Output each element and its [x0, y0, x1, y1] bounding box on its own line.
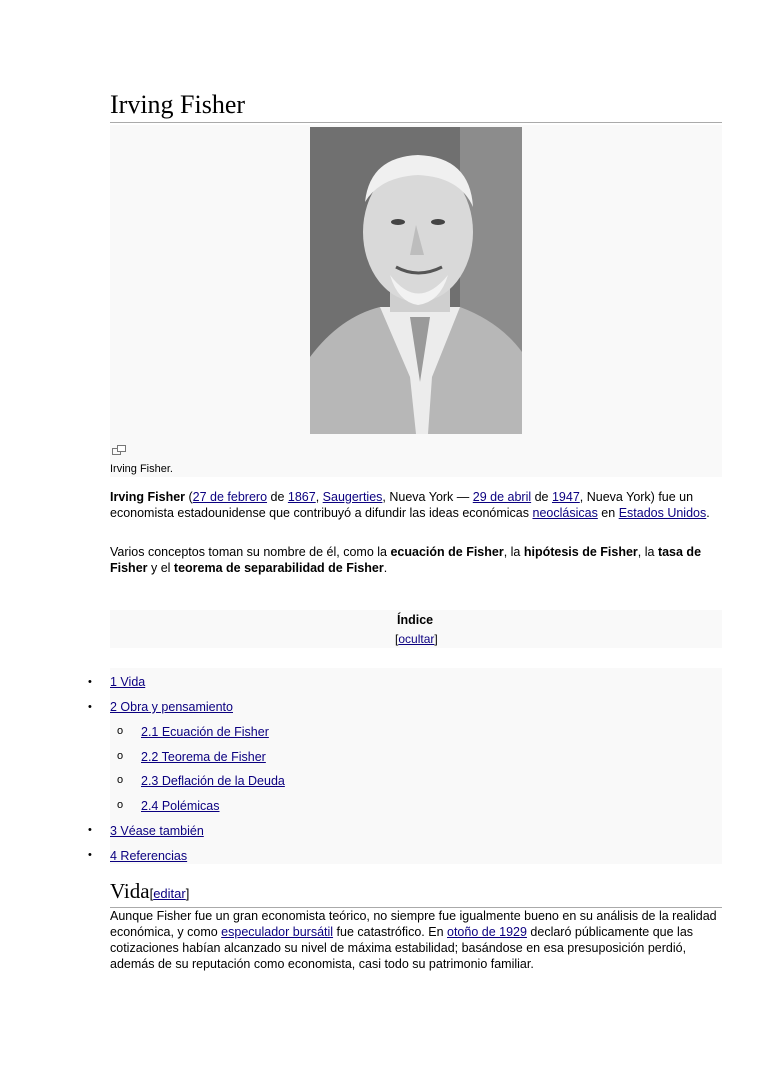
toc-bullet: • — [88, 824, 92, 836]
edit-section — [150, 886, 190, 901]
text: , — [315, 490, 323, 504]
toc-header — [110, 610, 722, 648]
text: de — [267, 490, 288, 504]
text: , Nueva York — — [382, 490, 473, 504]
bold-term: tasa de Fisher — [110, 545, 702, 575]
text: de — [531, 490, 552, 504]
bold-term: ecuación de Fisher — [390, 545, 504, 559]
link-especulador[interactable]: especulador bursátil — [221, 925, 334, 939]
vida-paragraph — [110, 908, 722, 972]
text: , la — [637, 545, 658, 559]
image-thumbnail-box — [110, 125, 722, 477]
toc-bullet: • — [88, 849, 92, 861]
text: y el — [147, 561, 174, 575]
heading-text: Vida — [110, 879, 150, 903]
toc-sub-bullet: o — [117, 750, 124, 762]
intro-paragraph — [110, 489, 720, 521]
toc-item-obra[interactable]: 2 Obra y pensamiento — [110, 700, 233, 714]
toc-item-ecuacion[interactable]: 2.1 Ecuación de Fisher — [141, 725, 269, 739]
text: , Nueva York) fue un economista estadounidense que contribuyó a difundir las ideas económicas — [110, 490, 694, 520]
concepts-paragraph — [110, 544, 710, 576]
section-heading-vida — [110, 878, 722, 908]
link-death-date[interactable]: 29 de abril — [472, 490, 532, 504]
link-estados-unidos[interactable]: Estados Unidos — [618, 506, 707, 520]
toc-sub-bullet: o — [117, 799, 124, 811]
text: Varios conceptos toman su nombre de él, como la — [110, 545, 391, 559]
subject-name: Irving Fisher — [110, 490, 186, 504]
text: , la — [503, 545, 524, 559]
toc-item-polemicas[interactable]: 2.4 Polémicas — [141, 799, 220, 813]
toc-item-referencias[interactable]: 4 Referencias — [110, 849, 188, 863]
portrait-illustration — [310, 127, 522, 434]
edit-link[interactable]: editar — [153, 886, 186, 901]
text: . — [383, 561, 388, 575]
bracket: [ — [149, 886, 154, 901]
toc-sub-bullet: o — [117, 725, 124, 737]
toc-hide-link[interactable]: ocultar — [398, 632, 435, 646]
link-birth-place[interactable]: Saugerties — [322, 490, 383, 504]
bracket: [ — [395, 632, 399, 646]
text: Aunque Fisher fue un gran economista teórico, no siempre fue igualmente bueno en su análisis de la realidad económica, y como — [110, 909, 717, 939]
text: en — [597, 506, 619, 520]
portrait-photo[interactable] — [310, 127, 522, 434]
bracket: ] — [434, 632, 438, 646]
image-caption: Irving Fisher. — [110, 463, 173, 475]
page-title: Irving Fisher — [110, 88, 722, 123]
toc-bullet: • — [88, 676, 92, 688]
text: declaró públicamente que las cotizaciones habían alcanzado su nivel de máxima estabilidad; basándose en esa presuposición perdió, además de su reputación como economista, casi todo su patrimonio familiar. — [110, 925, 694, 971]
bracket: ] — [185, 886, 190, 901]
bold-term: hipótesis de Fisher — [523, 545, 638, 559]
toc-item-vease[interactable]: 3 Véase también — [110, 824, 204, 838]
toc-bullet: • — [88, 701, 92, 713]
toc-item-deflacion[interactable]: 2.3 Deflación de la Deuda — [141, 774, 285, 788]
toc-toggle — [395, 632, 438, 646]
text: ( — [185, 490, 193, 504]
text: . — [706, 506, 710, 520]
toc-item-vida[interactable]: 1 Vida — [110, 675, 146, 689]
text: fue catastrófico. En — [333, 925, 447, 939]
link-neoclasicas[interactable]: neoclásicas — [532, 506, 598, 520]
toc-item-teorema[interactable]: 2.2 Teorema de Fisher — [141, 750, 266, 764]
magnify-icon[interactable] — [112, 445, 126, 456]
link-otono-1929[interactable]: otoño de 1929 — [447, 925, 527, 939]
bold-term: teorema de separabilidad de Fisher — [173, 561, 384, 575]
link-birth-date[interactable]: 27 de febrero — [192, 490, 268, 504]
toc-title: Índice — [397, 613, 434, 627]
link-birth-year[interactable]: 1867 — [287, 490, 316, 504]
toc-sub-bullet: o — [117, 774, 124, 786]
link-death-year[interactable]: 1947 — [551, 490, 580, 504]
